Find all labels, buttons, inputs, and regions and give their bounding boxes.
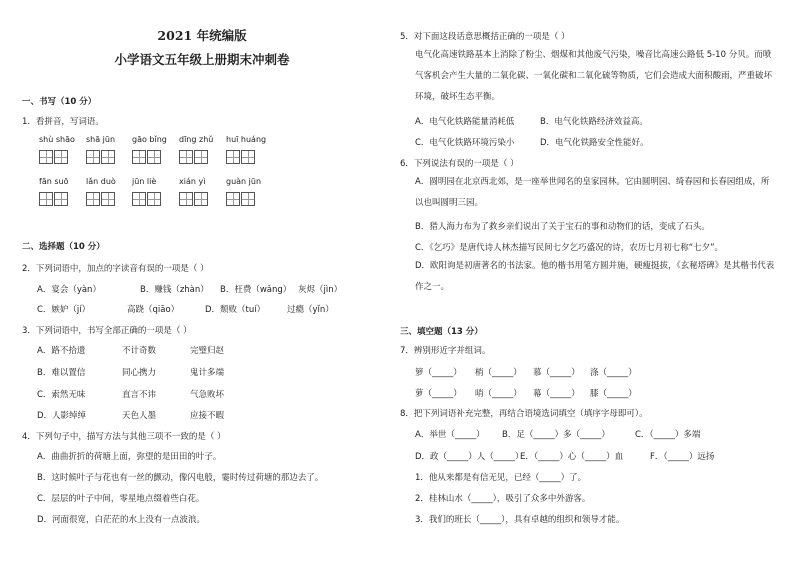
q5-passage: 电气化高速铁路基本上消除了粉尘、烟煤和其他废气污染，噪音比高速公路低 5-10 分贝。而喷气客机会产生大量的二氧化碳、一氧化碳和二氧化硫等物质，它们会造成大面积酸雨，严重破坏环境，破坏生态平衡。 xyxy=(415,50,773,102)
q2-option-a3[interactable]: 灰烬（jìn） xyxy=(298,285,343,295)
question-1: 1．看拼音，写词语。 xyxy=(22,117,104,127)
q2-option-a[interactable]: A．宴会（yàn） xyxy=(37,285,101,295)
q6-option-a[interactable]: A．圆明园在北京西北郊，是一座举世闻名的皇家园林。它由圆明园、绮春园和长春园组成，所以也叫圆明三园。 xyxy=(415,177,770,208)
pinyin-label: gāo bǐng xyxy=(132,135,167,144)
writing-grid[interactable] xyxy=(226,192,256,206)
q2-option-b2[interactable]: B．枉费（wǎng） xyxy=(220,285,292,295)
writing-grid[interactable] xyxy=(86,192,116,206)
q7-blank[interactable]: 梢（_____） xyxy=(475,368,522,378)
q8-sentence[interactable]: 1．他从来都是有信无见，已经（_____）了。 xyxy=(415,473,587,483)
q3-option-word: 完璧归赵 xyxy=(190,346,225,356)
q5-option-d[interactable]: D．电气化铁路安全性能好。 xyxy=(540,138,649,148)
q6-option-c[interactable]: C．《乞巧》是唐代诗人林杰描写民间七夕乞巧盛况的诗，农历七月初七称“七夕”。 xyxy=(415,243,723,253)
q3-option-word: 气急败坏 xyxy=(190,390,225,400)
q4-option-c[interactable]: C．层层的叶子中间，零星地点缀着些白花。 xyxy=(37,494,205,504)
pinyin-label: shù shāo xyxy=(39,135,75,144)
pinyin-label: jūn liè xyxy=(132,177,157,186)
q7-blank[interactable]: 箩（_____） xyxy=(415,368,462,378)
writing-grid[interactable] xyxy=(179,192,209,206)
writing-grid[interactable] xyxy=(179,150,209,164)
question-7: 7．辨别形近字并组词。 xyxy=(400,346,491,356)
q4-option-d[interactable]: D．河面很宽，白茫茫的水上没有一点波浪。 xyxy=(37,515,206,525)
question-4: 4．下列句子中，描写方法与其他三项不一致的是（ ） xyxy=(22,432,226,442)
q8-blank[interactable]: A．举世（_____） xyxy=(415,430,485,440)
q8-sentence[interactable]: 3．我们的班长（_____），具有卓越的组织和领导才能。 xyxy=(415,515,625,525)
q7-blank[interactable]: 膝（_____） xyxy=(590,389,637,399)
pinyin-label: shā jūn xyxy=(86,135,116,144)
writing-grid[interactable] xyxy=(86,150,116,164)
question-5: 5．对下面这段话意思概括正确的一项是（ ） xyxy=(400,32,570,42)
q4-option-a[interactable]: A．曲曲折折的荷塘上面，弥望的是田田的叶子。 xyxy=(37,452,222,462)
question-2: 2．下列词语中，加点的字读音有误的一项是（ ） xyxy=(22,264,209,274)
q6-option-b[interactable]: B．猎人海力布为了救乡亲们说出了关于宝石的事和动物们的话，变成了石头。 xyxy=(415,222,710,232)
q3-option[interactable]: D．人影绰绰 xyxy=(37,411,87,421)
q5-option-b[interactable]: B．电气化铁路经济效益高。 xyxy=(540,117,648,127)
q8-blank[interactable]: B．足（_____）多（_____） xyxy=(502,430,610,440)
q2-option-d2[interactable]: 过瘾（yǐn） xyxy=(287,305,334,315)
q2-option-d[interactable]: D．颓败（tuí） xyxy=(205,305,266,315)
q5-option-a[interactable]: A．电气化铁路能量消耗低 xyxy=(415,117,515,127)
writing-grid[interactable] xyxy=(226,150,256,164)
q3-option-word: 鬼计多端 xyxy=(190,368,225,378)
writing-grid[interactable] xyxy=(39,150,69,164)
q8-blank[interactable]: D．政（_____）人（_____） xyxy=(415,452,524,462)
q6-option-d[interactable]: D．欧阳询是初唐著名的书法家。他的楷书用笔方圆并施，硬瘦挺拔，《玄秘塔碑》是其楷书代表作之一。 xyxy=(415,261,775,292)
q7-blank[interactable]: 幕（_____） xyxy=(533,389,580,399)
section-writing-heading: 一、书写（10 分） xyxy=(22,97,97,107)
question-3: 3．下列词语中，书写全部正确的一项是（ ） xyxy=(22,326,192,336)
q2-option-c2[interactable]: 高跷（qiāo） xyxy=(127,305,180,315)
q5-option-c[interactable]: C．电气化铁路环境污染小 xyxy=(415,138,515,148)
q3-option[interactable]: C．索然无味 xyxy=(37,390,86,400)
q8-blank[interactable]: F．（_____）远扬 xyxy=(650,452,715,462)
exam-title: 2021 年统编版 xyxy=(157,28,247,43)
q3-option[interactable]: A．路不拾遗 xyxy=(37,346,86,356)
writing-grid[interactable] xyxy=(132,192,162,206)
pinyin-label: dīng zhǔ xyxy=(179,135,214,144)
q8-blank[interactable]: C．（_____）多端 xyxy=(635,430,701,440)
question-6: 6．下列说法有误的一项是（ ） xyxy=(400,159,519,169)
q2-option-c[interactable]: C．嫉妒（jí） xyxy=(37,305,91,315)
pinyin-label: xián yì xyxy=(179,177,206,186)
pinyin-label: fān suō xyxy=(39,177,69,186)
writing-grid[interactable] xyxy=(132,150,162,164)
q8-sentence[interactable]: 2．桂林山水（_____），吸引了众多中外游客。 xyxy=(415,494,591,504)
q3-option-word: 直言不讳 xyxy=(122,390,157,400)
q8-blank[interactable]: E．（_____）心（_____）血 xyxy=(520,452,624,462)
q3-option-word: 同心携力 xyxy=(122,368,157,378)
pinyin-label: lǎn duò xyxy=(86,177,116,186)
section-fill-heading: 三、填空题（13 分） xyxy=(400,327,483,337)
pinyin-label: guàn jūn xyxy=(226,177,262,186)
q3-option-word: 应接不暇 xyxy=(190,411,225,421)
question-8: 8．把下列词语补充完整，再结合语境选词填空（填序字母即可）。 xyxy=(400,409,648,419)
section-choice-heading: 二、选择题（10 分） xyxy=(22,242,105,252)
q7-blank[interactable]: 涤（_____） xyxy=(590,368,637,378)
q3-option-word: 不计奇数 xyxy=(122,346,157,356)
q7-blank[interactable]: 慕（_____） xyxy=(533,368,580,378)
pinyin-label: huī huáng xyxy=(226,135,267,144)
q4-option-b[interactable]: B．这时候叶子与花也有一丝的颤动，像闪电般，霎时传过荷塘的那边去了。 xyxy=(37,473,324,483)
q7-blank[interactable]: 萝（_____） xyxy=(415,389,462,399)
exam-subtitle: 小学语文五年级上册期末冲刺卷 xyxy=(114,52,290,67)
writing-grid[interactable] xyxy=(39,192,69,206)
q7-blank[interactable]: 哨（_____） xyxy=(475,389,522,399)
q3-option[interactable]: B．难以置信 xyxy=(37,368,86,378)
q3-option-word: 天色人墨 xyxy=(122,411,157,421)
q2-option-b[interactable]: B．赚钱（zhàn） xyxy=(140,285,209,295)
